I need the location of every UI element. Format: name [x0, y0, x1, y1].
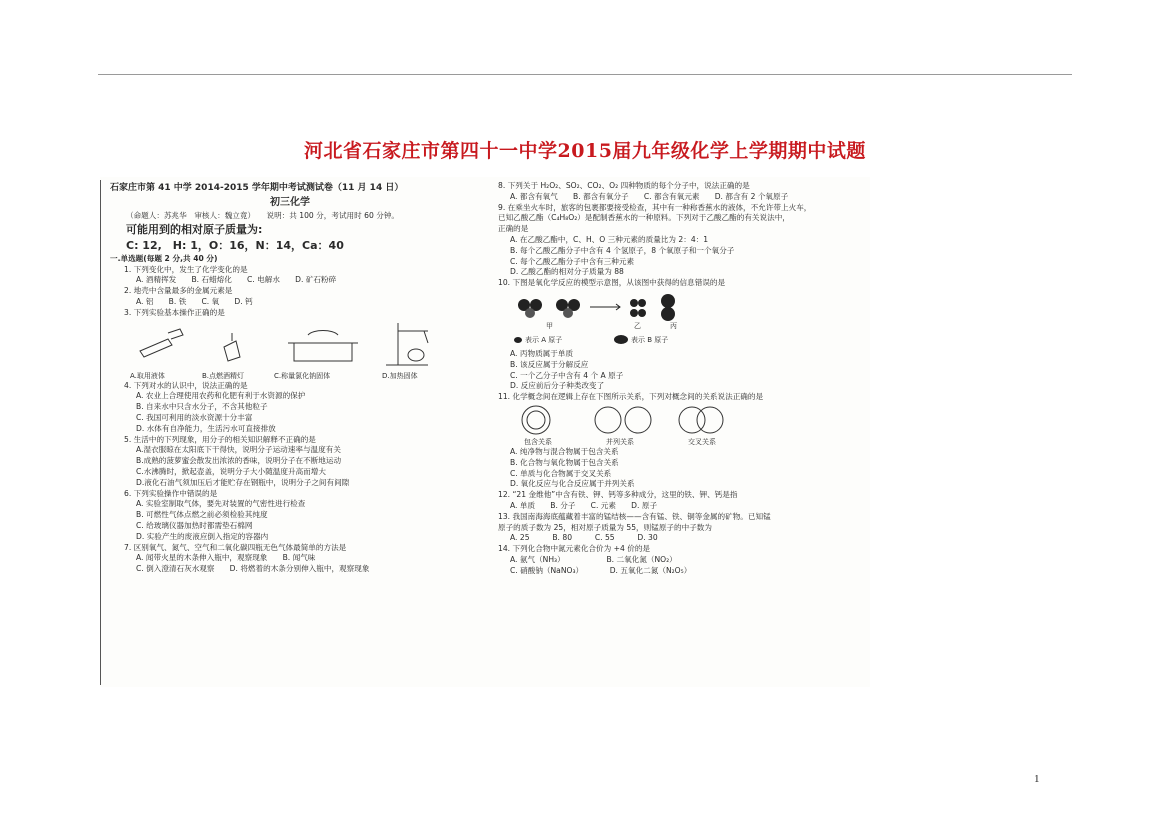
question-line: 11. 化学概念间在逻辑上存在下图所示关系，下列对概念间的关系说法正确的是	[498, 392, 764, 402]
q11-caption-cross: 交叉关系	[688, 437, 716, 446]
question-line: C. 给玻璃仪器加热时都需垫石棉网	[136, 520, 253, 530]
q10-legend-a	[514, 335, 562, 346]
question-line: 已知乙酸乙酯（C₄H₈O₂）是配制香蕉水的一种原料。下列对于乙酸乙酯的有关说法中，	[498, 213, 790, 223]
question-line: C. 一个乙分子中含有 4 个 A 原子	[510, 370, 624, 380]
section-heading: 一.单选题(每题 2 分,共 40 分)	[110, 253, 218, 263]
exam-meta: （命题人：苏兆华 审核人：魏立竟） 说明：共 100 分，考试用时 60 分钟。	[126, 211, 400, 220]
question-line: 4. 下列对水的认识中，说法正确的是	[124, 380, 248, 390]
question-line: C. 单质与化合物属于交叉关系	[510, 468, 612, 478]
question-line: 13. 我国南海海底蕴藏着丰富的锰结核——含有锰、铁、铜等金属的矿物。已知锰	[498, 511, 771, 521]
scanned-exam	[100, 177, 870, 687]
legend-a-text: 表示 A 原子	[525, 335, 563, 344]
question-line: B. 可燃性气体点燃之前必须检验其纯度	[136, 510, 268, 520]
question-line: D.液化石油气须加压后才能贮存在钢瓶中，说明分子之间有间隙	[136, 477, 350, 487]
q11-figure	[484, 403, 868, 447]
question-line: A. 铝 B. 铁 C. 氧 D. 钙	[136, 296, 253, 306]
question-line: 12. “21 金维他”中含有铁、钾、钙等多种成分，这里的铁、钾、钙是指	[498, 490, 738, 500]
q10-figure	[484, 289, 868, 349]
q10-legend-b	[614, 335, 668, 346]
q3-caption-a: A.取用液体	[130, 371, 165, 380]
exam-header: 石家庄市第 41 中学 2014-2015 学年期中考试测试卷（11 月 14 日）	[110, 183, 404, 193]
question-line: 7. 区别氧气、氮气、空气和二氧化碳四瓶无色气体最简单的方法是	[124, 542, 347, 552]
question-line: 8. 下列关于 H₂O₂、SO₂、CO₂、O₂ 四种物质的每个分子中，说法正确的是	[498, 181, 750, 190]
question-line: A. 25 B. 80 C. 55 D. 30	[510, 533, 658, 543]
question-line: B. 该反应属于分解反应	[510, 359, 589, 369]
legend-b-text: 表示 B 原子	[631, 335, 669, 344]
question-block	[110, 381, 470, 575]
q3-caption-b: B.点燃酒精灯	[202, 371, 245, 380]
concept-relation-figure	[514, 405, 774, 437]
masses-heading: 可能用到的相对原子质量为:	[126, 222, 263, 236]
question-line: 原子的质子数为 25，相对原子质量为 55，则锰原子的中子数为	[498, 522, 712, 532]
question-line: 5. 生活中的下列现象，用分子的相关知识解释不正确的是	[124, 434, 316, 444]
lab-apparatus-figure	[128, 321, 468, 371]
question-line: D. 反应前后分子种类改变了	[510, 381, 605, 391]
question-line: C. 硝酸钠（NaNO₃） D. 五氧化二氮（N₂O₅）	[510, 565, 692, 575]
question-line: 10. 下图是氧化学反应的模型示意图，从该图中获得的信息错误的是	[498, 278, 726, 288]
exam-right-column	[484, 181, 868, 577]
question-line: A. 农业上合理使用农药和化肥有利于水资源的保护	[136, 391, 306, 401]
question-line: A. 酒精挥发 B. 石蜡熔化 C. 电解水 D. 矿石粉碎	[136, 275, 337, 285]
question-block	[484, 349, 868, 403]
question-block	[484, 447, 868, 577]
question-line: D. 氧化反应与化合反应属于并列关系	[510, 479, 635, 489]
question-block	[110, 265, 470, 319]
q3-caption-d: D.加热固体	[382, 371, 418, 380]
q10-label-yi: 乙	[634, 321, 641, 330]
q10-label-jia: 甲	[546, 321, 553, 330]
exam-subject: 初三化学	[270, 197, 310, 208]
question-line: A. 在乙酸乙酯中，C、H、O 三种元素的质量比为 2：4：1	[510, 234, 709, 244]
atomic-masses: C: 12, H: 1，O：16，N：14，Ca：40	[126, 238, 344, 252]
question-line: A. 单质 B. 分子 C. 元素 D. 原子	[510, 500, 658, 510]
question-line: A. 闻带火星的木条伸入瓶中，观察现象 B. 闻气味	[136, 553, 316, 563]
question-line: A. 实验室制取气体，要先对装置的气密性进行检查	[136, 499, 306, 509]
question-line: D. 水体有自净能力，生活污水可直接排放	[136, 423, 276, 433]
q11-caption-parallel: 并列关系	[606, 437, 634, 446]
question-line: C. 我国可利用的淡水资源十分丰富	[136, 412, 253, 422]
question-line: B. 每个乙酸乙酯分子中含有 4 个氢原子，8 个氧原子和一个氧分子	[510, 245, 735, 255]
question-line: 2. 地壳中含量最多的金属元素是	[124, 286, 233, 296]
q11-caption-contain: 包含关系	[524, 437, 552, 446]
atom-a-icon	[514, 337, 522, 343]
question-line: B.成熟的菠萝蜜会散发出浓浓的香味，说明分子在不断地运动	[136, 456, 342, 466]
question-line: B. 化合物与氧化物属于包含关系	[510, 457, 619, 467]
question-line: A.湿衣服晾在太阳底下干得快，说明分子运动速率与温度有关	[136, 445, 341, 455]
question-line: 3. 下列实验基本操作正确的是	[124, 307, 225, 317]
question-line: 14. 下列化合物中氮元素化合价为 +4 价的是	[498, 544, 651, 554]
q3-figure	[110, 319, 470, 381]
question-line: C. 每个乙酸乙酯分子中含有三种元素	[510, 256, 635, 266]
question-line: D. 乙酸乙酯的相对分子质量为 88	[510, 267, 624, 277]
question-line: C.水沸腾时，掀起壶盖，说明分子大小随温度升高而增大	[136, 466, 326, 476]
page-number: 1	[1034, 773, 1040, 785]
question-block	[484, 181, 868, 289]
q3-caption-c: C.称量氯化钠固体	[274, 371, 331, 380]
question-line: B. 自来水中只含水分子，不含其他粒子	[136, 402, 268, 412]
question-line: D. 实验产生的废液应倒入指定的容器内	[136, 531, 269, 541]
question-line: A. 丙物质属于单质	[510, 348, 574, 358]
question-line: A. 都含有氧气 B. 都含有氧分子 C. 都含有氧元素 D. 都含有 2 个氧原子	[510, 191, 789, 201]
question-line: C. 倒入澄清石灰水观察 D. 将燃着的木条分别伸入瓶中，观察现象	[136, 564, 370, 574]
page-title: 河北省石家庄市第四十一中学2015届九年级化学上学期期中试题	[304, 140, 866, 162]
header-rule	[98, 74, 1072, 75]
exam-left-column	[110, 181, 470, 575]
atom-b-icon	[614, 335, 628, 344]
question-line: 6. 下列实验操作中错误的是	[124, 488, 218, 498]
scan-edge	[100, 180, 101, 685]
q10-label-bing: 丙	[670, 321, 677, 330]
question-line: 1. 下列变化中，发生了化学变化的是	[124, 264, 248, 274]
question-line: A. 氨气（NH₃） B. 二氧化氮（NO₂）	[510, 554, 677, 564]
question-line: A. 纯净物与混合物属于包含关系	[510, 446, 619, 456]
question-line: 9. 在乘坐火车时，旅客的包裹都要接受检查，其中有一种称香蕉水的液体，不允许带上火车，	[498, 202, 812, 212]
question-line: 正确的是	[498, 224, 529, 234]
